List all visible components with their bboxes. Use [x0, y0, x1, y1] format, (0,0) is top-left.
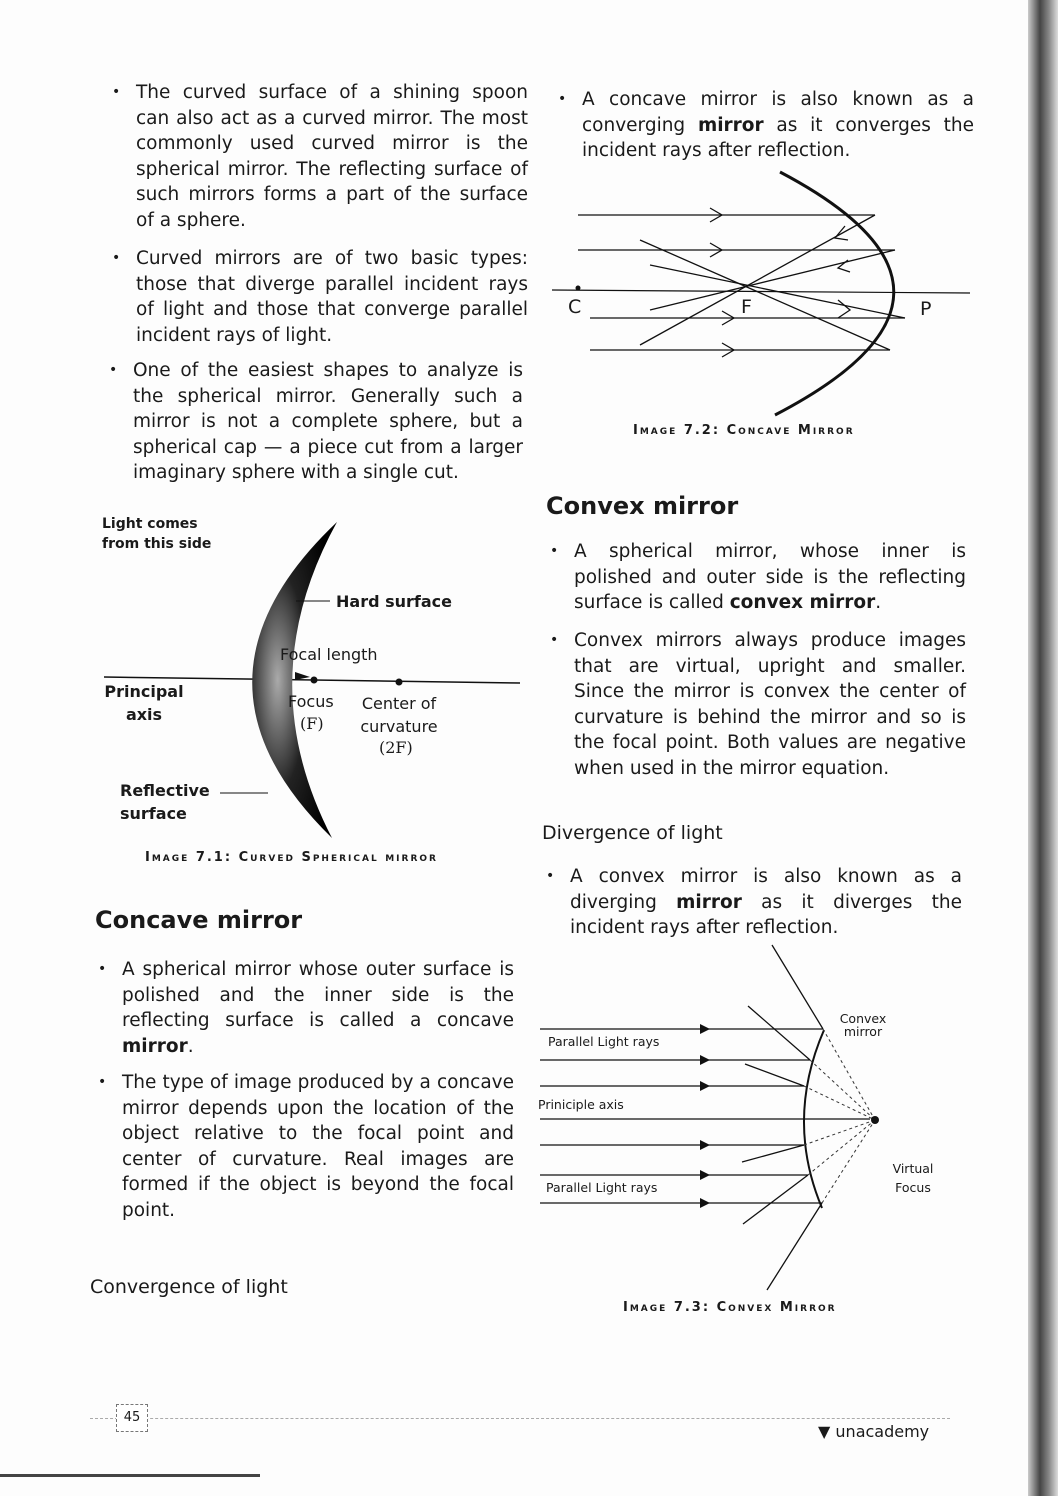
- label-c: C: [568, 296, 582, 318]
- light-side-label: Light comes from this side: [102, 516, 212, 552]
- focus-symbol: (F): [300, 714, 324, 733]
- bullet-diverging: • A convex mirror is also known as a diverging mirror as it diverges the incident rays after reflection.: [570, 864, 962, 941]
- virtual-focus-label: Virtual Focus: [892, 1161, 934, 1195]
- bullet-convex-def: • A spherical mirror, whose inner is polished and outer side is the reflecting surface is called convex mirror.: [574, 539, 966, 616]
- principal-axis-label: Principal axis: [104, 682, 184, 724]
- reflective-surface-label: Reflective surface: [120, 781, 210, 823]
- label-p: P: [920, 298, 932, 320]
- bullet-convex-images: • Convex mirrors always produce images that are virtual, upright and smaller. Since the mirror is convex the center of curvature is behind the mirror and so is the focal point. Both values are negative when used in the mirror equation.: [574, 628, 966, 781]
- bullet-converging: • A concave mirror is also known as a converging mirror as it converges the incident rays after reflection.: [582, 87, 974, 164]
- scan-mark: [0, 1474, 260, 1477]
- convex-mirror-label: Convex mirror: [839, 1011, 887, 1039]
- brand-logo: [818, 1422, 929, 1441]
- bullet-spoon: • The curved surface of a shining spoon can also act as a curved mirror. The most commonly used curved mirror is the spherical mirror. The reflecting surface of such mirrors forms a part of the surface of a sphere.: [136, 80, 528, 233]
- parallel-rays-label-bottom: Parallel Light rays: [546, 1180, 658, 1195]
- label-f: F: [741, 296, 752, 318]
- brand-name: unacademy: [835, 1422, 930, 1441]
- parallel-rays-label-top: Parallel Light rays: [548, 1034, 660, 1049]
- bullet-concave-def: • A spherical mirror whose outer surface is polished and the inner side is the reflecting surface is called a concave mirror.: [122, 957, 514, 1059]
- figure-caption-7-3: Image 7.3: Convex Mirror: [623, 1300, 837, 1315]
- bullet-image-type: • The type of image produced by a concave mirror depends upon the location of the object relative to the focal point and center of curvature. Real images are formed if the object is beyond the focal point.: [122, 1070, 514, 1223]
- bullet-types: • Curved mirrors are of two basic types: those that diverge parallel incident rays of light and those that converge parallel incident rays of light.: [136, 246, 528, 348]
- center-curvature-label: Center of curvature: [360, 694, 438, 736]
- center-symbol: (2F): [379, 738, 413, 757]
- page-number: 45: [116, 1404, 148, 1432]
- figure-caption-7-2: Image 7.2: Concave Mirror: [633, 423, 855, 438]
- footer-rule: [90, 1418, 950, 1419]
- convergence-subheading: Convergence of light: [90, 1276, 288, 1298]
- hard-surface-label: Hard surface: [336, 592, 452, 611]
- convex-heading: Convex mirror: [546, 492, 739, 520]
- scan-edge: [1028, 0, 1058, 1496]
- bullet-spherical: • One of the easiest shapes to analyze is the spherical mirror. Generally such a mirror is not a complete sphere, but a spherical cap — a piece cut from a larger imaginary sphere with a single cut.: [133, 358, 523, 486]
- focus-label: Focus: [288, 692, 334, 711]
- figure-caption-7-1: Image 7.1: Curved Spherical mirror: [145, 850, 438, 865]
- divergence-subheading: Divergence of light: [542, 822, 723, 844]
- concave-heading: Concave mirror: [95, 906, 303, 934]
- principle-axis-label: Priniciple axis: [538, 1097, 624, 1112]
- focal-length-label: Focal length: [280, 645, 378, 664]
- unacademy-logo-icon: ▼: [818, 1422, 831, 1441]
